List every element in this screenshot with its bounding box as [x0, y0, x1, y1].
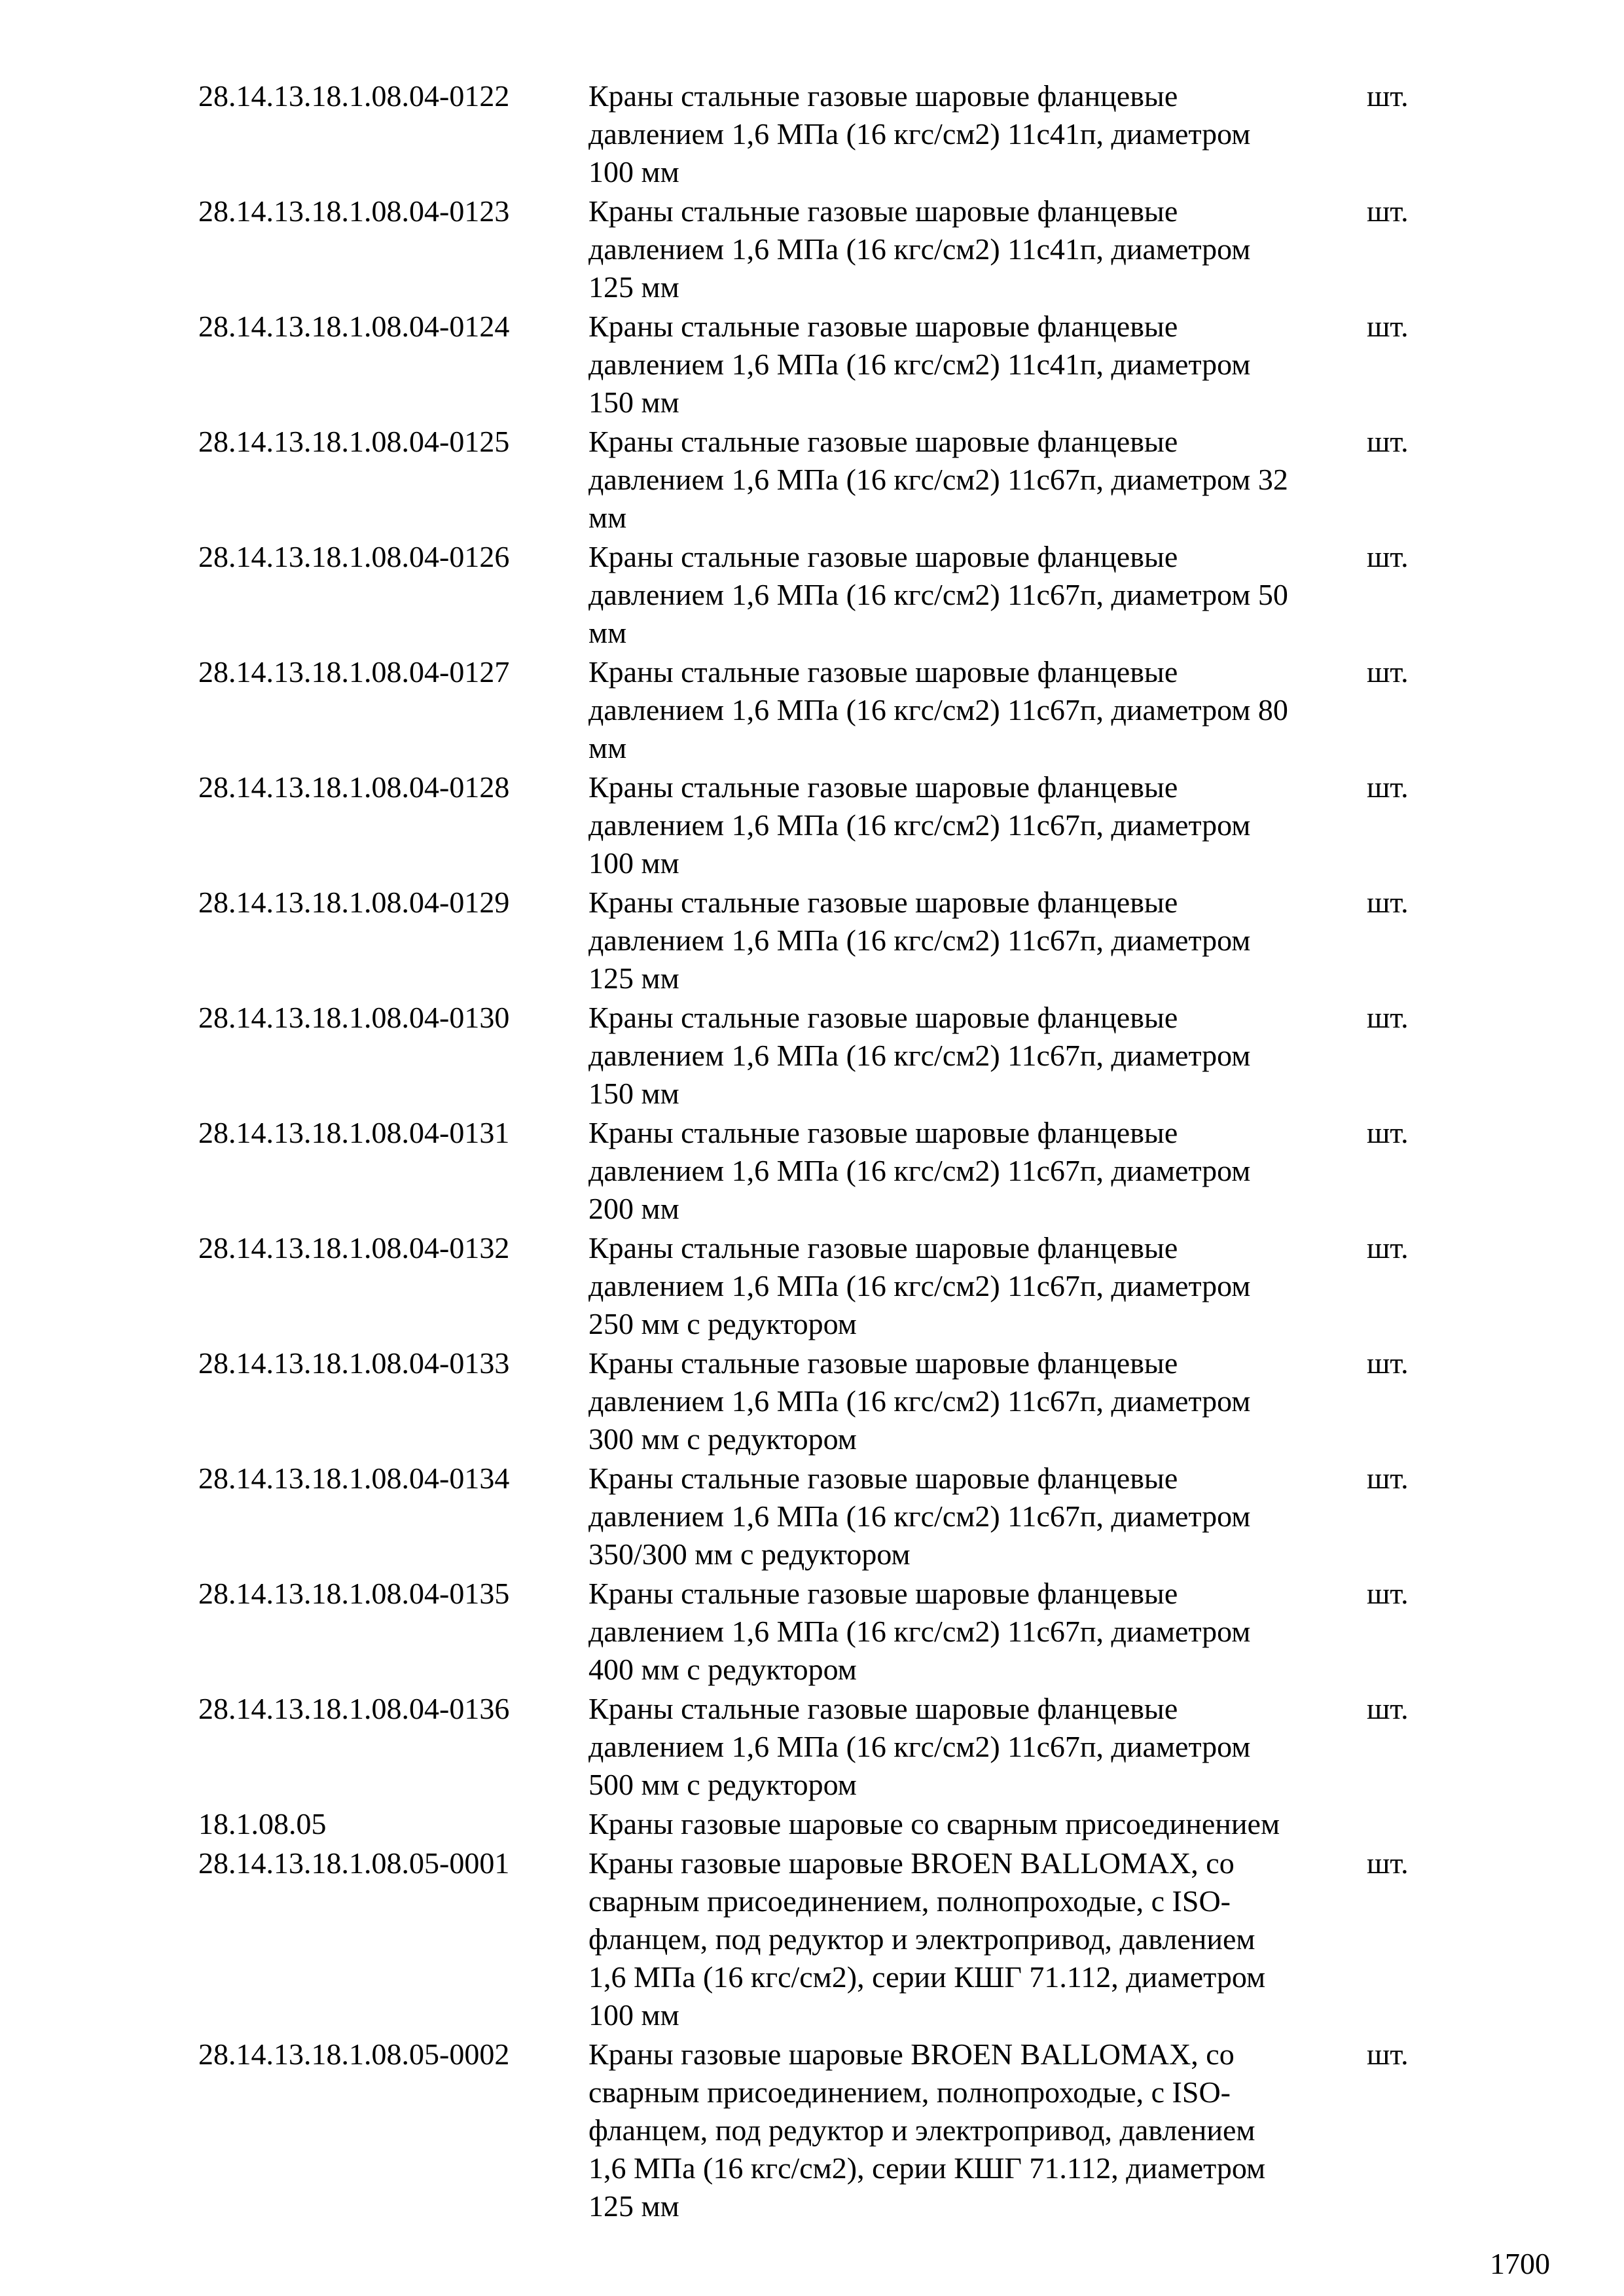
description-line: Краны стальные газовые шаровые фланцевые — [588, 1001, 1178, 1034]
row-description — [588, 192, 1374, 306]
description-line: 125 мм — [588, 270, 679, 304]
row-unit: шт. — [1367, 770, 1409, 804]
description-line: мм — [588, 501, 627, 534]
row-description — [588, 1344, 1374, 1458]
row-code: 28.14.13.18.1.08.04-0132 — [198, 1231, 510, 1265]
description-line: давлением 1,6 МПа (16 кгс/см2) 11с67п, диаметром — [588, 1384, 1251, 1418]
row-code: 28.14.13.18.1.08.04-0125 — [198, 425, 510, 458]
description-line: Краны стальные газовые шаровые фланцевые — [588, 1692, 1178, 1725]
description-line: 100 мм — [588, 846, 679, 880]
row-code: 28.14.13.18.1.08.04-0128 — [198, 770, 510, 804]
description-line: Краны стальные газовые шаровые фланцевые — [588, 194, 1178, 228]
row-unit: шт. — [1367, 1231, 1409, 1265]
row-unit: шт. — [1367, 1692, 1409, 1725]
description-line: Краны стальные газовые шаровые фланцевые — [588, 1346, 1178, 1380]
description-line: мм — [588, 731, 627, 764]
row-code: 28.14.13.18.1.08.04-0136 — [198, 1692, 510, 1725]
row-unit: шт. — [1367, 1346, 1409, 1380]
description-line: 1,6 МПа (16 кгс/см2), серии КШГ 71.112, диаметром — [588, 1960, 1266, 1994]
row-description — [588, 2036, 1374, 2225]
description-line: Краны стальные газовые шаровые фланцевые — [588, 886, 1178, 919]
row-description — [588, 1844, 1374, 2034]
description-line: давлением 1,6 МПа (16 кгс/см2) 11с67п, диаметром — [588, 924, 1251, 957]
row-description — [588, 1114, 1374, 1228]
description-line: 500 мм с редуктором — [588, 1768, 857, 1801]
description-line: Краны газовые шаровые со сварным присоединением — [588, 1807, 1280, 1840]
description-line: Краны газовые шаровые BROEN BALLOMAX, со — [588, 1846, 1235, 1880]
row-code: 28.14.13.18.1.08.04-0123 — [198, 194, 510, 228]
row-code: 28.14.13.18.1.08.04-0130 — [198, 1001, 510, 1034]
row-description — [588, 1575, 1374, 1689]
row-unit: шт. — [1367, 1462, 1409, 1495]
description-line: 200 мм — [588, 1192, 679, 1225]
description-line: 350/300 мм с редуктором — [588, 1537, 911, 1571]
row-description — [588, 77, 1374, 191]
row-description — [588, 538, 1374, 652]
row-description — [588, 768, 1374, 882]
description-line: 150 мм — [588, 1077, 679, 1110]
description-line: 250 мм с редуктором — [588, 1307, 857, 1340]
description-line: 1,6 МПа (16 кгс/см2), серии КШГ 71.112, диаметром — [588, 2151, 1266, 2185]
row-unit: шт. — [1367, 655, 1409, 689]
row-description — [588, 308, 1374, 422]
row-code: 28.14.13.18.1.08.04-0122 — [198, 79, 510, 113]
description-line: давлением 1,6 МПа (16 кгс/см2) 11с41п, диаметром — [588, 117, 1251, 151]
description-line: Краны стальные газовые шаровые фланцевые — [588, 1231, 1178, 1265]
row-code: 28.14.13.18.1.08.04-0134 — [198, 1462, 510, 1495]
row-code: 28.14.13.18.1.08.04-0135 — [198, 1577, 510, 1610]
row-unit: шт. — [1367, 79, 1409, 113]
description-line: давлением 1,6 МПа (16 кгс/см2) 11с67п, диаметром — [588, 1730, 1251, 1763]
description-line: Краны стальные газовые шаровые фланцевые — [588, 425, 1178, 458]
description-line: давлением 1,6 МПа (16 кгс/см2) 11с67п, диаметром — [588, 1615, 1251, 1648]
description-line: давлением 1,6 МПа (16 кгс/см2) 11с67п, диаметром 50 — [588, 578, 1288, 611]
row-description — [588, 1460, 1374, 1573]
description-line: давлением 1,6 МПа (16 кгс/см2) 11с67п, диаметром — [588, 808, 1251, 842]
description-line: Краны газовые шаровые BROEN BALLOMAX, со — [588, 2037, 1235, 2071]
row-code: 28.14.13.18.1.08.04-0126 — [198, 540, 510, 573]
description-line: давлением 1,6 МПа (16 кгс/см2) 11с67п, диаметром — [588, 1499, 1251, 1533]
row-unit: шт. — [1367, 886, 1409, 919]
description-line: Краны стальные газовые шаровые фланцевые — [588, 1577, 1178, 1610]
description-line: фланцем, под редуктор и электропривод, давлением — [588, 2113, 1255, 2147]
description-line: Краны стальные газовые шаровые фланцевые — [588, 1462, 1178, 1495]
row-unit: шт. — [1367, 1846, 1409, 1880]
description-line: 300 мм с редуктором — [588, 1422, 857, 1456]
row-code: 28.14.13.18.1.08.04-0129 — [198, 886, 510, 919]
description-line: сварным присоединением, полнопроходые, с ISO- — [588, 1884, 1231, 1918]
row-code: 28.14.13.18.1.08.04-0131 — [198, 1116, 510, 1149]
row-code: 28.14.13.18.1.08.05-0002 — [198, 2037, 510, 2071]
description-line: 100 мм — [588, 155, 679, 188]
description-line: давлением 1,6 МПа (16 кгс/см2) 11с67п, диаметром 80 — [588, 693, 1288, 726]
row-description — [588, 1805, 1374, 1843]
row-description — [588, 1229, 1374, 1343]
row-unit: шт. — [1367, 194, 1409, 228]
row-description — [588, 884, 1374, 997]
description-line: фланцем, под редуктор и электропривод, давлением — [588, 1922, 1255, 1956]
page-number: 1700 — [1490, 2247, 1550, 2280]
row-code: 28.14.13.18.1.08.04-0124 — [198, 310, 510, 343]
description-line: давлением 1,6 МПа (16 кгс/см2) 11с41п, диаметром — [588, 232, 1251, 266]
row-unit: шт. — [1367, 2037, 1409, 2071]
description-line: давлением 1,6 МПа (16 кгс/см2) 11с67п, диаметром — [588, 1039, 1251, 1072]
description-line: сварным присоединением, полнопроходые, с ISO- — [588, 2075, 1231, 2109]
description-line: Краны стальные газовые шаровые фланцевые — [588, 770, 1178, 804]
description-line: 125 мм — [588, 2189, 679, 2223]
description-line: Краны стальные газовые шаровые фланцевые — [588, 310, 1178, 343]
description-line: давлением 1,6 МПа (16 кгс/см2) 11с67п, диаметром — [588, 1269, 1251, 1302]
description-line: мм — [588, 616, 627, 649]
description-line: 100 мм — [588, 1998, 679, 2032]
row-code: 28.14.13.18.1.08.04-0133 — [198, 1346, 510, 1380]
row-description — [588, 999, 1374, 1113]
row-code: 28.14.13.18.1.08.04-0127 — [198, 655, 510, 689]
row-description — [588, 653, 1374, 767]
row-code: 28.14.13.18.1.08.05-0001 — [198, 1846, 510, 1880]
description-line: Краны стальные газовые шаровые фланцевые — [588, 1116, 1178, 1149]
row-unit: шт. — [1367, 425, 1409, 458]
row-description — [588, 1690, 1374, 1804]
row-code: 18.1.08.05 — [198, 1807, 327, 1840]
description-line: давлением 1,6 МПа (16 кгс/см2) 11с67п, диаметром — [588, 1154, 1251, 1187]
description-line: давлением 1,6 МПа (16 кгс/см2) 11с67п, диаметром 32 — [588, 463, 1288, 496]
row-unit: шт. — [1367, 540, 1409, 573]
row-description — [588, 423, 1374, 537]
row-unit: шт. — [1367, 1001, 1409, 1034]
description-line: 400 мм с редуктором — [588, 1653, 857, 1686]
description-line: Краны стальные газовые шаровые фланцевые — [588, 540, 1178, 573]
description-line: Краны стальные газовые шаровые фланцевые — [588, 79, 1178, 113]
description-line: Краны стальные газовые шаровые фланцевые — [588, 655, 1178, 689]
description-line: давлением 1,6 МПа (16 кгс/см2) 11с41п, диаметром — [588, 348, 1251, 381]
row-unit: шт. — [1367, 1116, 1409, 1149]
description-line: 125 мм — [588, 961, 679, 995]
description-line: 150 мм — [588, 386, 679, 419]
row-unit: шт. — [1367, 1577, 1409, 1610]
row-unit: шт. — [1367, 310, 1409, 343]
